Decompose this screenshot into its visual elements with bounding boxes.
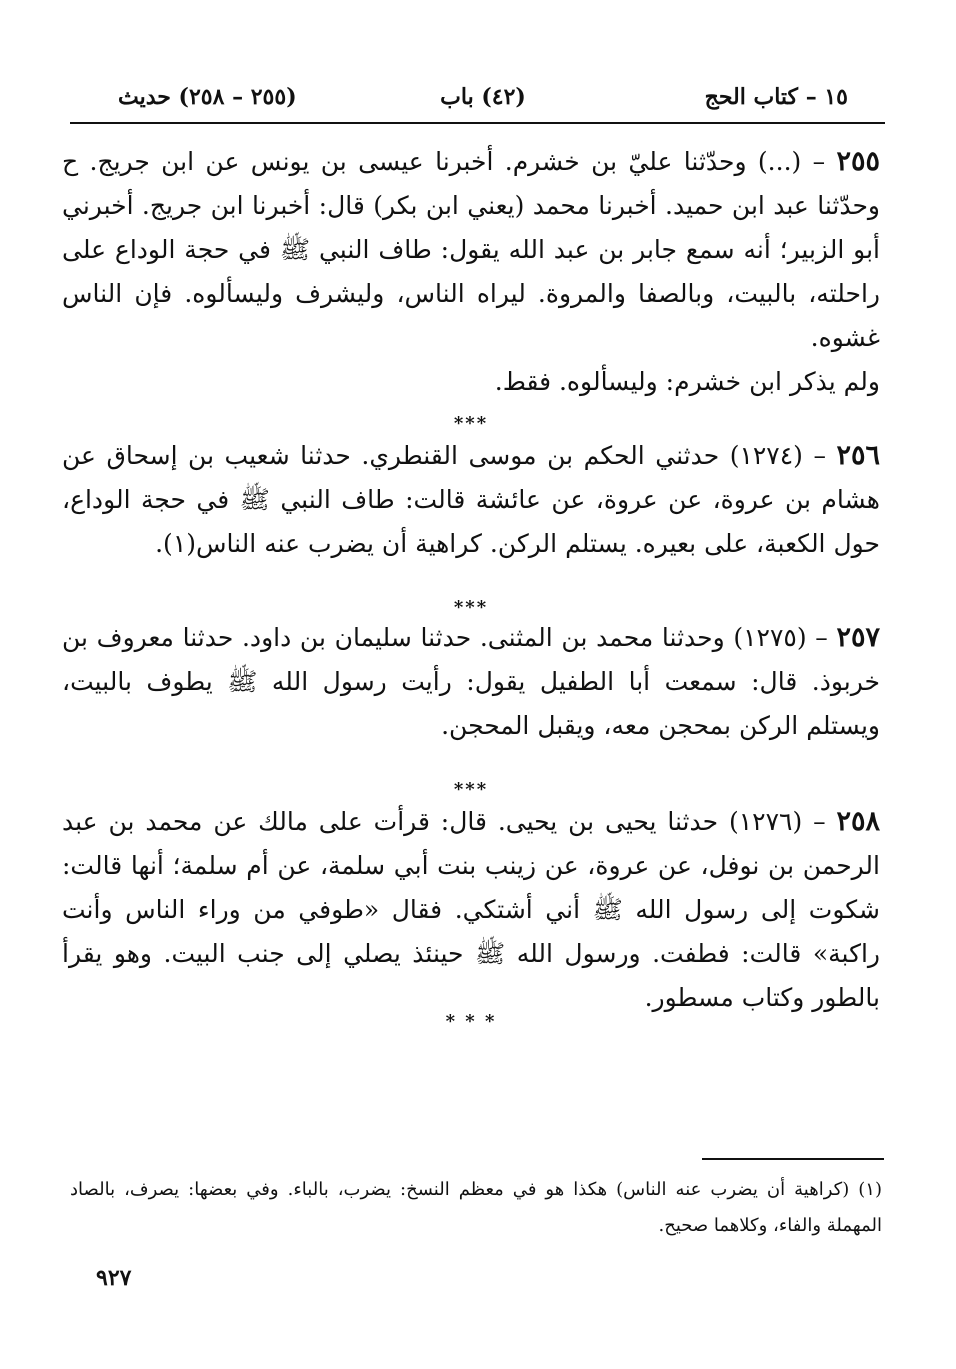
hadith-number: ٢٥٧ — [836, 622, 881, 653]
page-number: ٩٢٧ — [96, 1265, 132, 1291]
header-rule — [70, 122, 885, 124]
footnote-rule — [702, 1158, 884, 1160]
hadith-text: – (...) وحدّثنا عليّ بن خشرم. أخبرنا عيسى بن يونس عن ابن جريج. ح وحدّثنا عبد ابن حميد. أخبرنا محمد (يعني ابن بكر) قال: أخبرنا ابن جريج. أخبرني أبو الزبير؛ أنه سمع جابر بن عبد الله يقول: طاف النبي ﷺ في حجة الوداع على راحلته، بالبيت، وبالصفا والمروة. ليراه الناس، وليشرف وليسألوه. فإن الناس غشوه. — [62, 147, 880, 352]
hadith-number: ٢٥٦ — [836, 440, 880, 471]
hadith-text: – (١٢٧٥) وحدثنا محمد بن المثنى. حدثنا سليمان بن داود. حدثنا معروف بن خربوذ. قال: سمعت أبا الطفيل يقول: رأيت رسول الله ﷺ يطوف بالبيت، ويستلم الركن بمحجن معه، ويقبل المحجن. — [62, 623, 880, 740]
running-header — [118, 78, 848, 118]
book-title: ١٥ – كتاب الحج — [704, 84, 848, 110]
hadith-text: – (١٢٧٦) حدثنا يحيى بن يحيى. قال: قرأت على مالك عن محمد بن عبد الرحمن بن نوفل، عن عروة، عن زينب بنت أبي سلمة، عن أم سلمة؛ أنها قالت: شكوت إلى رسول الله ﷺ أني أشتكي. فقال «طوفي من وراء الناس وأنت راكبة» قالت: فطفت. ورسول الله ﷺ حينئذ يصلي إلى جنب البيت. وهو يقرأ بالطور وكتاب مسطور. — [62, 807, 880, 1012]
hadith-258 — [62, 800, 880, 1020]
hadith-number: ٢٥٨ — [836, 806, 881, 837]
hadith-255 — [62, 140, 880, 360]
section-separator: *** — [453, 597, 489, 618]
hadith-range: (٢٥٥ – ٢٥٨) حديث — [118, 84, 297, 110]
section-separator: *** — [453, 413, 489, 434]
footnote: (١) (كراهية أن يضرب عنه الناس) هكذا هو في معظم النسخ: يضرب، بالباء. وفي بعضها: يصرف، بالصاد المهملة والفاء، وكلاهما صحيح. — [70, 1179, 882, 1236]
hadith-256 — [62, 434, 880, 566]
hadith-257 — [62, 616, 880, 748]
hadith-255-note: ولم يذكر ابن خشرم: وليسألوه. فقط. — [494, 367, 880, 396]
chapter-label: (٤٢) باب — [440, 84, 526, 110]
end-separator: * * * — [445, 1011, 497, 1032]
section-separator: *** — [453, 779, 489, 800]
hadith-text: – (١٢٧٤) حدثني الحكم بن موسى القنطري. حدثنا شعيب بن إسحاق عن هشام بن عروة، عن عروة، عن عائشة قالت: طاف النبي ﷺ في حجة الوداع، حول الكعبة، على بعيره. يستلم الركن. كراهية أن يضرب عنه الناس(١). — [62, 441, 880, 558]
hadith-number: ٢٥٥ — [836, 146, 880, 177]
